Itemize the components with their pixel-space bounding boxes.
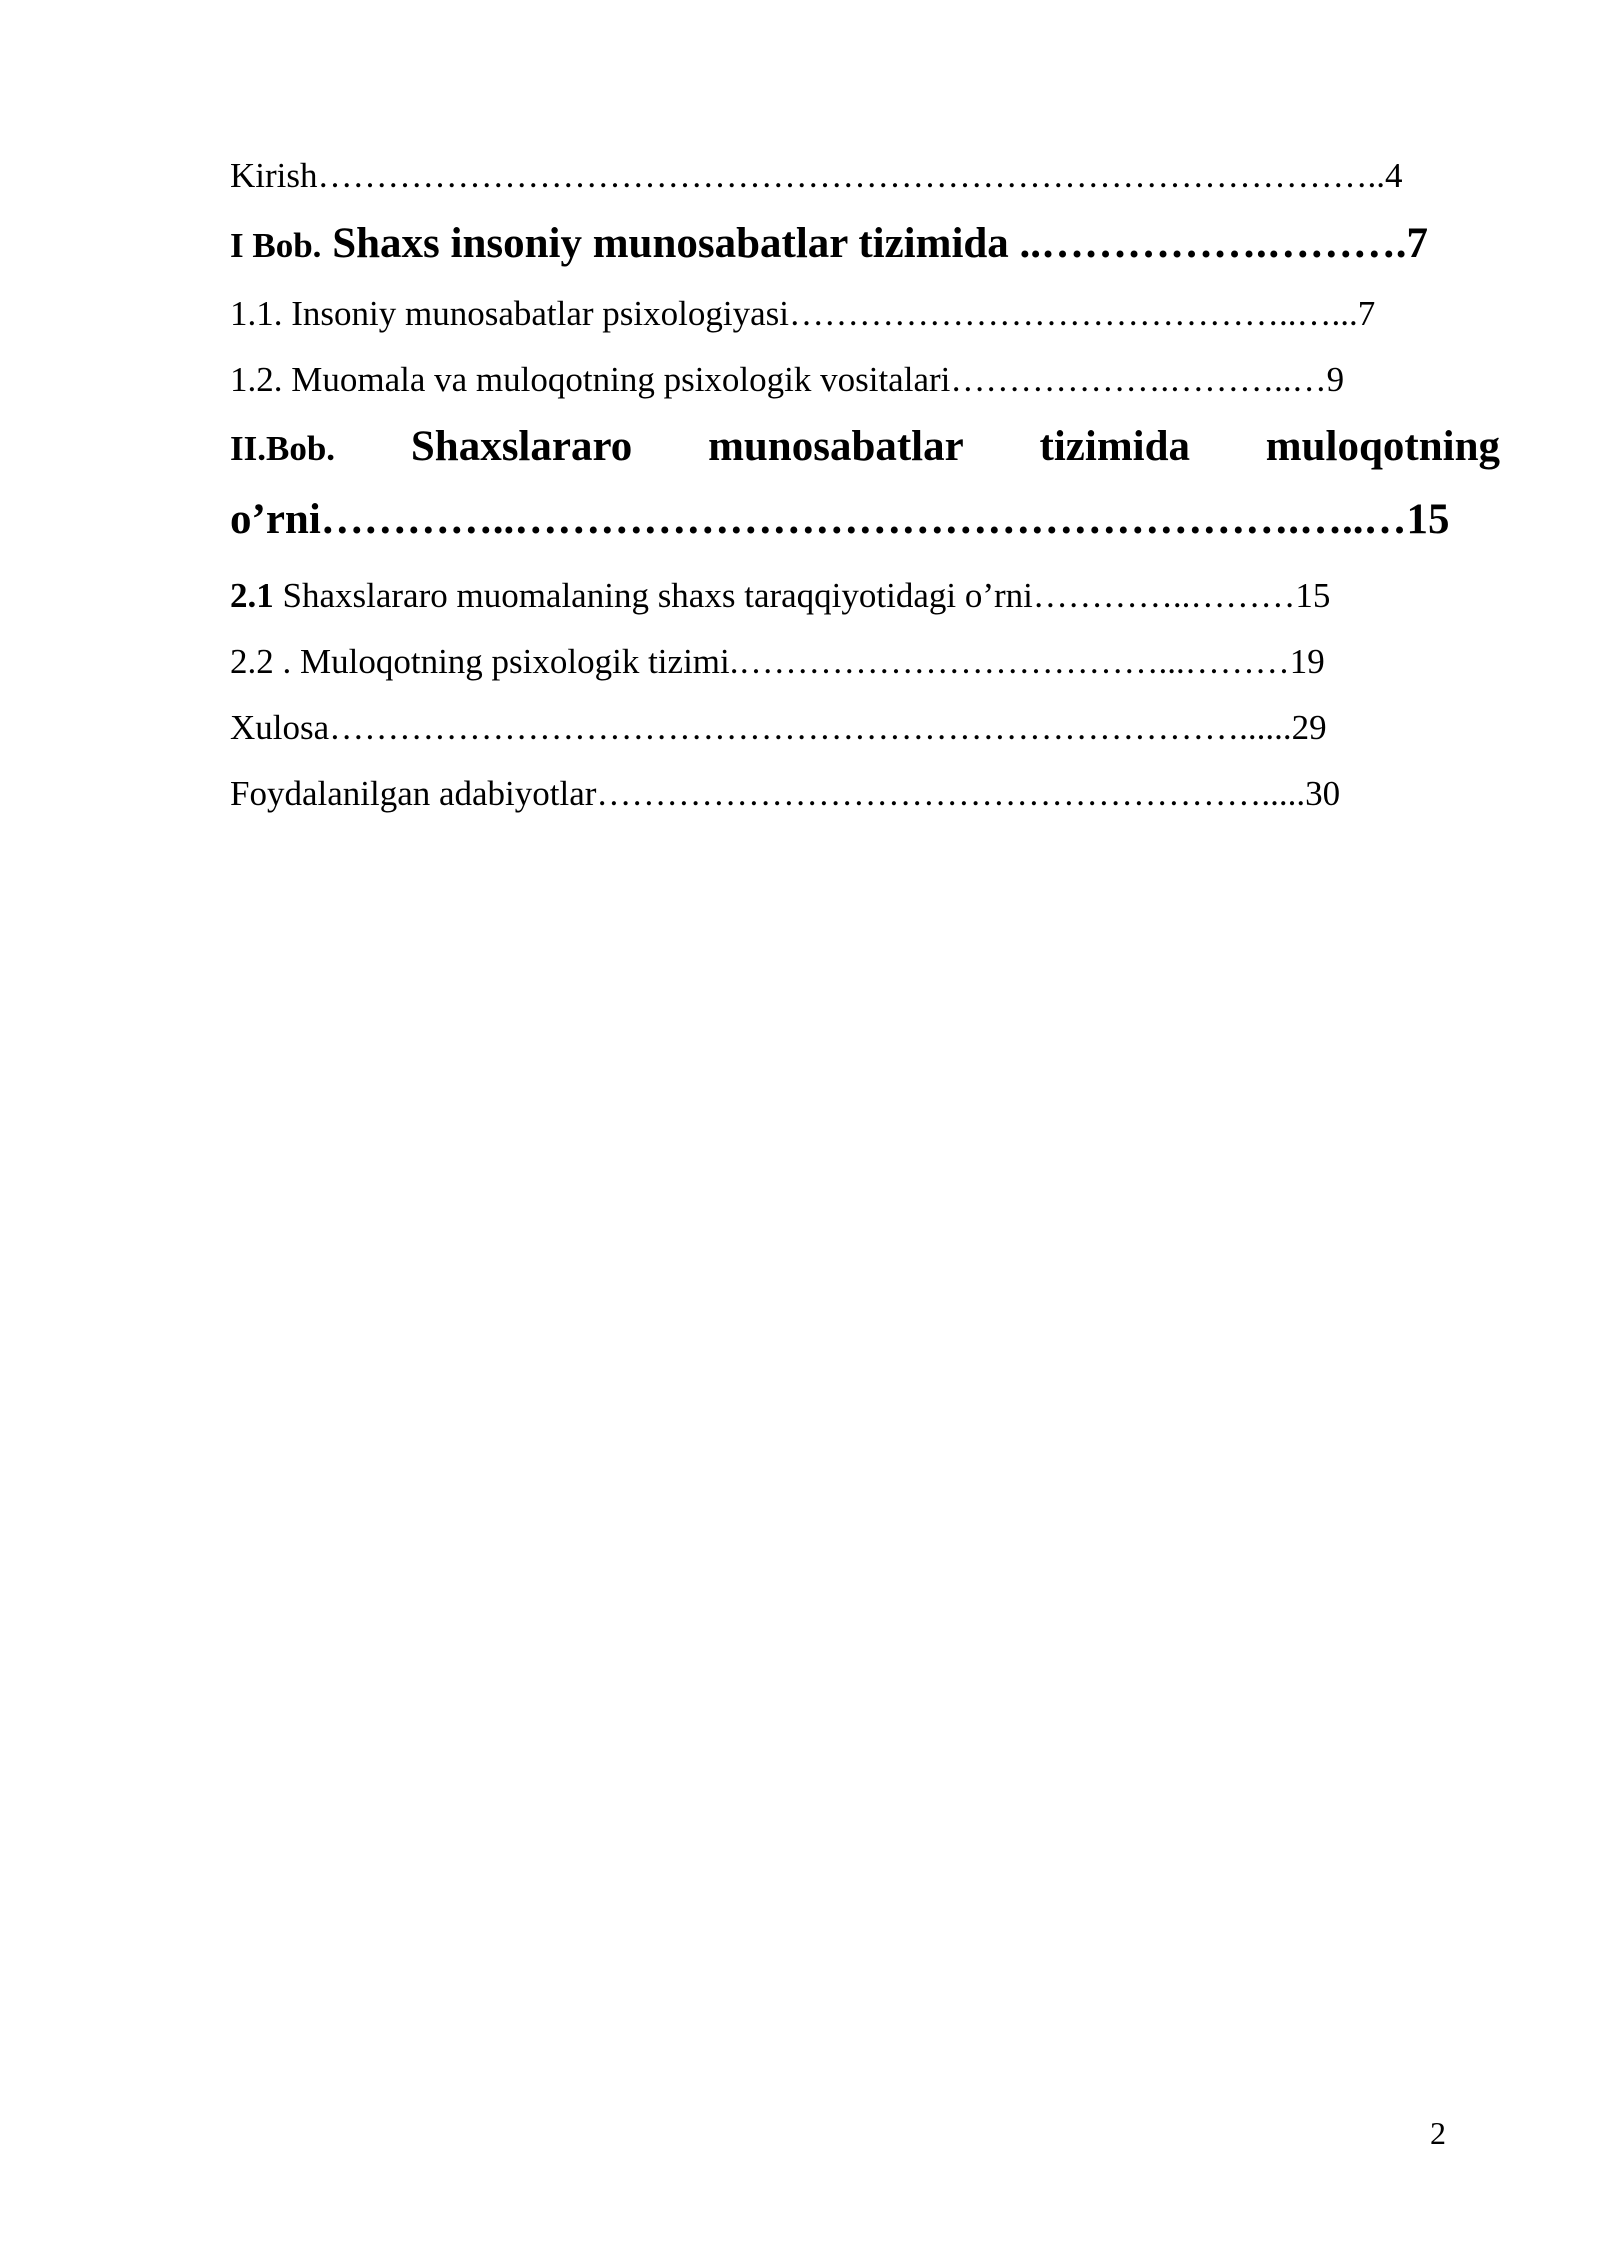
toc-entry-chapter-2-continuation	[230, 498, 1450, 541]
chapter-2-word-3: tizimida	[1039, 423, 1190, 470]
toc-entry-2-1	[230, 578, 1330, 613]
section-2-1-text: Shaxslararo muomalaning shaxs taraqqiyotidagi o’rni…………..………15	[273, 576, 1331, 615]
toc-entry-conclusion: Xulosa……………………………………………………………………......29	[230, 708, 1327, 747]
chapter-1-label: I Bob.	[230, 226, 322, 265]
section-2-1-number: 2.1	[230, 576, 274, 615]
toc-entry-1-2: 1.2. Muomala va muloqotning psixologik vositalari……………….………..…9	[230, 360, 1345, 399]
toc-entry-1-1: 1.1. Insoniy munosabatlar psixologiyasi……………………………………..…...7	[230, 294, 1376, 333]
chapter-2-word-2: munosabatlar	[708, 423, 964, 470]
page-number: 2	[1430, 2115, 1446, 2151]
toc-entry-chapter-2	[230, 422, 1500, 471]
chapter-2-continuation: o’rni…………..……………………………………………….…..…15	[230, 496, 1450, 543]
chapter-2-word-4: muloqotning	[1265, 423, 1500, 470]
chapter-2-word-1: Shaxslararo	[410, 423, 633, 470]
toc-entry-2-2: 2.2 . Muloqotning psixologik tizimi.………………………………...………19	[230, 642, 1325, 681]
toc-entry-intro: Kirish………………………………………………………………………………..4	[230, 156, 1403, 195]
toc-entry-references: Foydalanilgan adabiyotlar………………………………………………….....30	[230, 774, 1341, 813]
toc-entry-chapter-1	[230, 222, 1428, 265]
chapter-2-label: II.Bob.	[230, 429, 336, 468]
chapter-1-title: Shaxs insoniy munosabatlar tizimida ..…………….……….7	[321, 220, 1429, 267]
